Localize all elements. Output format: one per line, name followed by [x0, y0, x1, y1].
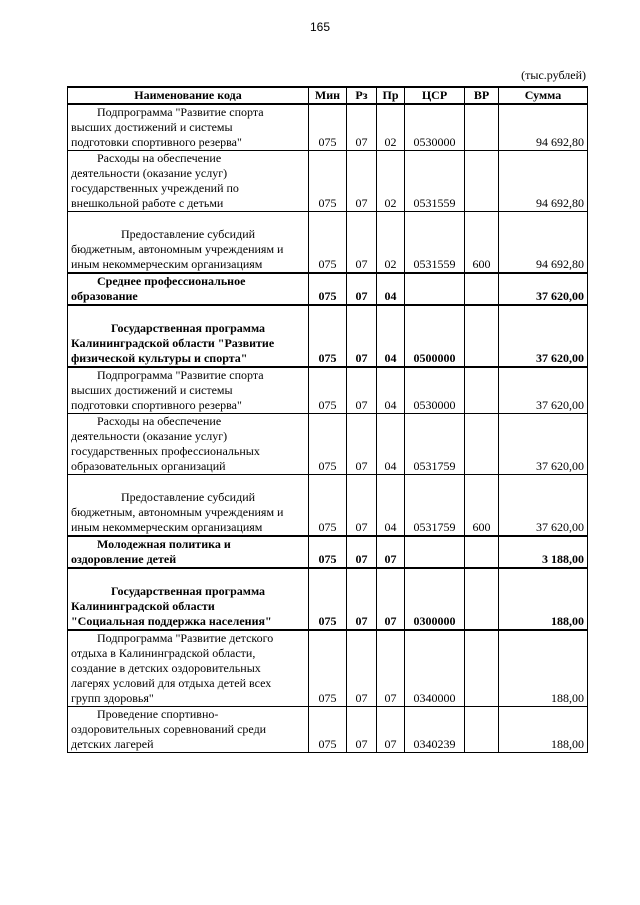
- row-sum-cell: 37 620,00: [499, 414, 588, 475]
- row-name-line: детских лагерей: [71, 737, 154, 751]
- row-csr-cell: 0531759: [405, 475, 465, 537]
- row-rz-cell: 07: [347, 151, 377, 212]
- row-name-line: образовательных организаций: [71, 459, 226, 473]
- row-name-line: создание в детских оздоровительных: [71, 661, 261, 675]
- row-min-cell: 075: [309, 212, 347, 274]
- row-sum-cell: 94 692,80: [499, 151, 588, 212]
- table-row: [68, 630, 588, 707]
- row-name-line: образование: [71, 289, 138, 303]
- row-name-line: Расходы на обеспечение: [97, 414, 222, 428]
- row-name-line: "Социальная поддержка населения": [71, 614, 272, 628]
- row-name-cell: [68, 212, 309, 274]
- row-rz-cell: 07: [347, 475, 377, 537]
- row-vr-cell: [465, 305, 499, 367]
- row-name-line: Среднее профессиональное: [97, 274, 246, 288]
- col-header-rz: Рз: [347, 87, 377, 104]
- table-row: [68, 414, 588, 475]
- row-name-line: внешкольной работе с детьми: [71, 196, 224, 210]
- row-sum-cell: 37 620,00: [499, 475, 588, 537]
- table-row: [68, 151, 588, 212]
- row-vr-cell: [465, 568, 499, 630]
- table-row: [68, 367, 588, 414]
- row-name-line: Проведение спортивно-: [97, 707, 219, 721]
- row-sum-cell: 37 620,00: [499, 305, 588, 367]
- row-sum-cell: 94 692,80: [499, 104, 588, 151]
- row-min-cell: 075: [309, 414, 347, 475]
- row-rz-cell: 07: [347, 414, 377, 475]
- row-csr-cell: 0340239: [405, 707, 465, 753]
- page-number: 165: [309, 20, 331, 34]
- row-name-line: высших достижений и системы: [71, 383, 233, 397]
- table-row: [68, 273, 588, 305]
- row-vr-cell: [465, 151, 499, 212]
- row-rz-cell: 07: [347, 707, 377, 753]
- table-row: [68, 104, 588, 151]
- table-header-row: [68, 87, 588, 104]
- row-sum-cell: 3 188,00: [499, 536, 588, 568]
- row-name-cell: [68, 568, 309, 630]
- table-row: [68, 305, 588, 367]
- col-header-min: Мин: [309, 87, 347, 104]
- row-rz-cell: 07: [347, 568, 377, 630]
- row-name-line: оздоровление детей: [71, 552, 177, 566]
- row-name-line: иным некоммерческим организациям: [71, 520, 263, 534]
- row-csr-cell: 0531759: [405, 414, 465, 475]
- row-csr-cell: 0530000: [405, 104, 465, 151]
- table-row: [68, 568, 588, 630]
- row-rz-cell: 07: [347, 367, 377, 414]
- row-min-cell: 075: [309, 104, 347, 151]
- row-name-line: [71, 212, 305, 227]
- row-vr-cell: 600: [465, 212, 499, 274]
- row-csr-cell: 0530000: [405, 367, 465, 414]
- row-name-cell: [68, 305, 309, 367]
- row-sum-cell: 37 620,00: [499, 367, 588, 414]
- row-pr-cell: 04: [377, 273, 405, 305]
- row-name-line: Предоставление субсидий: [120, 227, 256, 241]
- row-pr-cell: 07: [377, 536, 405, 568]
- row-vr-cell: [465, 104, 499, 151]
- table-body: [68, 104, 588, 753]
- row-name-line: физической культуры и спорта": [71, 351, 248, 365]
- table-row: [68, 707, 588, 753]
- row-pr-cell: 02: [377, 212, 405, 274]
- row-min-cell: 075: [309, 568, 347, 630]
- row-sum-cell: 188,00: [499, 630, 588, 707]
- row-min-cell: 075: [309, 475, 347, 537]
- row-sum-cell: 188,00: [499, 707, 588, 753]
- table-row: [68, 212, 588, 274]
- row-pr-cell: 07: [377, 568, 405, 630]
- row-vr-cell: [465, 367, 499, 414]
- col-header-sum: Сумма: [499, 87, 588, 104]
- row-name-cell: [68, 707, 309, 753]
- row-csr-cell: 0531559: [405, 151, 465, 212]
- row-sum-cell: 94 692,80: [499, 212, 588, 274]
- row-name-line: групп здоровья": [71, 691, 154, 705]
- row-name-cell: [68, 367, 309, 414]
- row-rz-cell: 07: [347, 536, 377, 568]
- row-pr-cell: 04: [377, 305, 405, 367]
- row-name-line: Калининградской области: [71, 599, 215, 613]
- table-row: [68, 475, 588, 537]
- row-pr-cell: 04: [377, 475, 405, 537]
- row-name-line: Калининградской области "Развитие: [71, 336, 275, 350]
- row-name-line: государственных учреждений по: [71, 181, 239, 195]
- row-vr-cell: [465, 273, 499, 305]
- row-name-line: подготовки спортивного резерва": [71, 398, 242, 412]
- row-csr-cell: 0531559: [405, 212, 465, 274]
- row-name-line: [71, 306, 305, 321]
- row-name-line: Расходы на обеспечение: [97, 151, 222, 165]
- row-vr-cell: 600: [465, 475, 499, 537]
- row-name-line: отдыха в Калининградской области,: [71, 646, 256, 660]
- row-name-line: Государственная программа: [110, 584, 266, 598]
- row-name-cell: [68, 414, 309, 475]
- row-min-cell: 075: [309, 151, 347, 212]
- row-sum-cell: 37 620,00: [499, 273, 588, 305]
- row-csr-cell: 0300000: [405, 568, 465, 630]
- row-name-cell: [68, 151, 309, 212]
- row-name-line: государственных профессиональных: [71, 444, 260, 458]
- row-name-line: подготовки спортивного резерва": [71, 135, 242, 149]
- row-min-cell: 075: [309, 536, 347, 568]
- units-label: (тыс.рублей): [521, 68, 586, 82]
- table-row: [68, 536, 588, 568]
- row-name-line: оздоровительных соревнований среди: [71, 722, 267, 736]
- row-vr-cell: [465, 707, 499, 753]
- row-name-line: Подпрограмма "Развитие детского: [97, 631, 274, 645]
- row-rz-cell: 07: [347, 104, 377, 151]
- row-name-line: бюджетным, автономным учреждениям и: [71, 242, 284, 256]
- row-name-cell: [68, 273, 309, 305]
- row-name-line: иным некоммерческим организациям: [71, 257, 263, 271]
- row-pr-cell: 07: [377, 630, 405, 707]
- col-header-csr: ЦСР: [405, 87, 465, 104]
- row-name-line: [71, 569, 305, 584]
- budget-table: [67, 86, 588, 753]
- row-csr-cell: 0340000: [405, 630, 465, 707]
- row-vr-cell: [465, 536, 499, 568]
- row-min-cell: 075: [309, 273, 347, 305]
- row-name-line: высших достижений и системы: [71, 120, 233, 134]
- row-sum-cell: 188,00: [499, 568, 588, 630]
- row-name-line: Предоставление субсидий: [120, 490, 256, 504]
- row-pr-cell: 04: [377, 367, 405, 414]
- row-min-cell: 075: [309, 630, 347, 707]
- row-name-cell: [68, 630, 309, 707]
- row-vr-cell: [465, 414, 499, 475]
- row-pr-cell: 02: [377, 104, 405, 151]
- row-name-cell: [68, 475, 309, 537]
- col-header-name: Наименование кода: [68, 87, 309, 104]
- row-rz-cell: 07: [347, 273, 377, 305]
- row-rz-cell: 07: [347, 630, 377, 707]
- row-name-line: Государственная программа: [110, 321, 266, 335]
- col-header-vr: ВР: [465, 87, 499, 104]
- row-csr-cell: 0500000: [405, 305, 465, 367]
- row-rz-cell: 07: [347, 212, 377, 274]
- row-min-cell: 075: [309, 367, 347, 414]
- row-name-line: Подпрограмма "Развитие спорта: [97, 105, 264, 119]
- row-pr-cell: 07: [377, 707, 405, 753]
- row-name-cell: [68, 536, 309, 568]
- row-name-line: Молодежная политика и: [97, 537, 231, 551]
- row-min-cell: 075: [309, 707, 347, 753]
- row-name-line: лагерях условий для отдыха детей всех: [71, 676, 272, 690]
- row-pr-cell: 02: [377, 151, 405, 212]
- row-csr-cell: [405, 273, 465, 305]
- col-header-pr: Пр: [377, 87, 405, 104]
- row-name-line: бюджетным, автономным учреждениям и: [71, 505, 284, 519]
- row-name-line: Подпрограмма "Развитие спорта: [97, 368, 264, 382]
- row-min-cell: 075: [309, 305, 347, 367]
- row-name-line: деятельности (оказание услуг): [71, 166, 228, 180]
- row-csr-cell: [405, 536, 465, 568]
- row-rz-cell: 07: [347, 305, 377, 367]
- row-name-line: [71, 475, 305, 490]
- row-pr-cell: 04: [377, 414, 405, 475]
- row-name-line: деятельности (оказание услуг): [71, 429, 228, 443]
- row-name-cell: [68, 104, 309, 151]
- row-vr-cell: [465, 630, 499, 707]
